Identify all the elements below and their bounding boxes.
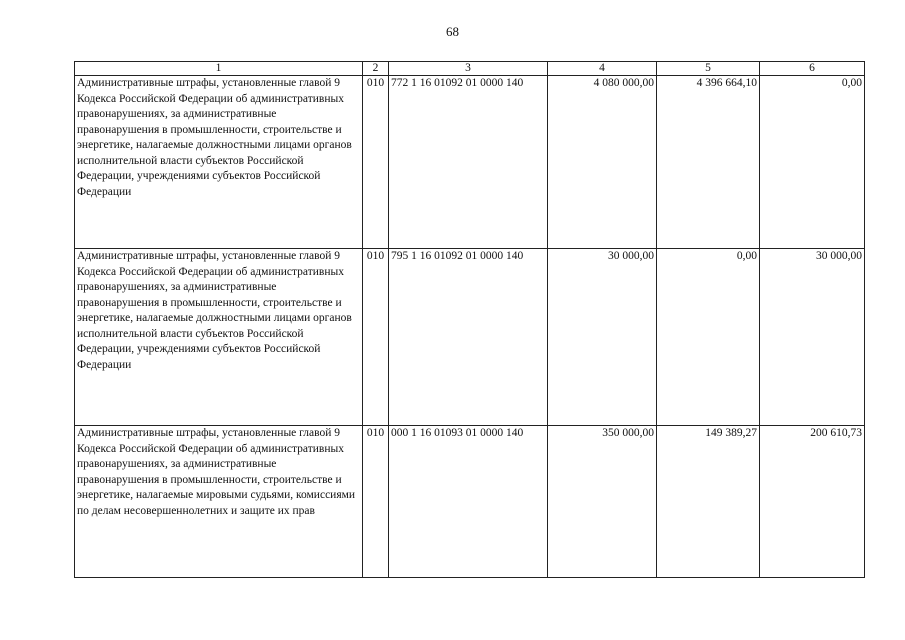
column-header-3: 3 (389, 62, 548, 76)
table-header-row (75, 62, 865, 76)
table-row (75, 249, 865, 426)
row-line-code-cell: 010 (363, 426, 389, 578)
column-header-1: 1 (75, 62, 363, 76)
row-name-cell: Административные штрафы, установленные главой 9 Кодекса Российской Федерации об административных правонарушениях, за административные правонарушения в промышленности, строительстве и энергетике, налагаемые мировыми судьями, комиссиями по делам несовершеннолетних и защите их прав (75, 426, 363, 578)
row-col4-cell: 4 080 000,00 (548, 76, 657, 249)
row-col6-cell: 30 000,00 (760, 249, 865, 426)
row-line-code-cell: 010 (363, 76, 389, 249)
table-row (75, 76, 865, 249)
row-col5-cell: 4 396 664,10 (657, 76, 760, 249)
row-name-cell: Административные штрафы, установленные главой 9 Кодекса Российской Федерации об административных правонарушениях, за административные правонарушения в промышленности, строительстве и энергетике, налагаемые должностными лицами органов исполнительной власти субъектов Российской Федерации, учреждениями субъектов Российской Федерации (75, 249, 363, 426)
row-col6-cell: 0,00 (760, 76, 865, 249)
table-row (75, 426, 865, 578)
row-col5-cell: 149 389,27 (657, 426, 760, 578)
row-col6-cell: 200 610,73 (760, 426, 865, 578)
row-classification-code-cell: 000 1 16 01093 01 0000 140 (389, 426, 548, 578)
row-name-cell: Административные штрафы, установленные главой 9 Кодекса Российской Федерации об административных правонарушениях, за административные правонарушения в промышленности, строительстве и энергетике, налагаемые должностными лицами органов исполнительной власти субъектов Российской Федерации, учреждениями субъектов Российской Федерации (75, 76, 363, 249)
column-header-2: 2 (363, 62, 389, 76)
row-line-code-cell: 010 (363, 249, 389, 426)
row-col5-cell: 0,00 (657, 249, 760, 426)
row-classification-code-cell: 795 1 16 01092 01 0000 140 (389, 249, 548, 426)
column-header-5: 5 (657, 62, 760, 76)
row-col4-cell: 350 000,00 (548, 426, 657, 578)
row-col4-cell: 30 000,00 (548, 249, 657, 426)
row-classification-code-cell: 772 1 16 01092 01 0000 140 (389, 76, 548, 249)
page-number: 68 (446, 24, 459, 39)
column-header-6: 6 (760, 62, 865, 76)
column-header-4: 4 (548, 62, 657, 76)
revenue-table (74, 61, 865, 578)
